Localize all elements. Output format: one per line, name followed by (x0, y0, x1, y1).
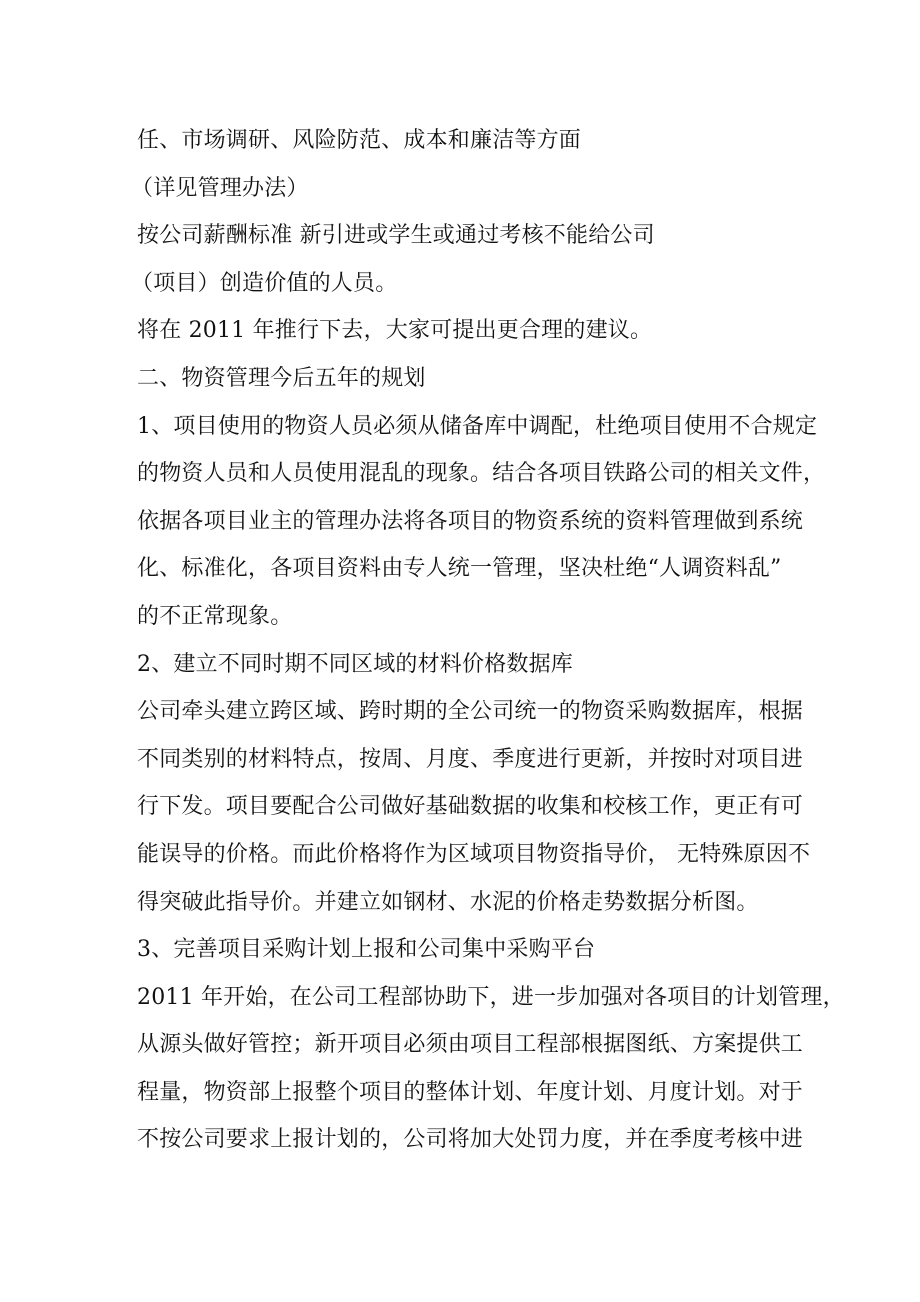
text-line-4: （项目）创造价值的人员。 (131, 270, 398, 296)
text-line-5: 将在 2011 年推行下去，大家可提出更合理的建议。 (137, 318, 653, 344)
text-line-11: 的不正常现象。 (137, 603, 293, 629)
text-line-7: 1、项目使用的物资人员必须从储备库中调配，杜绝项目使用不合规定 (137, 413, 818, 439)
document-body (131, 117, 845, 1164)
subheading-3: 3、完善项目采购计划上报和公司集中采购平台 (137, 937, 596, 963)
text-line-13: 公司牵头建立跨区域、跨时期的全公司统一的物资采购数据库，根据 (137, 699, 804, 725)
text-line-19: 2011 年开始，在公司工程部协助下，进一步加强对各项目的计划管理， (137, 984, 845, 1010)
text-line-8: 的物资人员和人员使用混乱的现象。结合各项目铁路公司的相关文件， (137, 461, 826, 487)
text-line-17: 得突破此指导价。并建立如钢材、水泥的价格走势数据分析图。 (137, 889, 759, 915)
text-line-15: 行下发。项目要配合公司做好基础数据的收集和校核工作，更正有可 (137, 794, 804, 820)
subheading-2: 2、建立不同时期不同区域的材料价格数据库 (137, 651, 573, 677)
section-heading-2: 二、物资管理今后五年的规划 (137, 365, 426, 391)
text-line-21: 程量，物资部上报整个项目的整体计划、年度计划、月度计划。对于 (137, 1079, 804, 1105)
text-line-3: 按公司薪酬标准 新引进或学生或通过考核不能给公司 (137, 223, 655, 249)
text-line-10: 化、标准化，各项目资料由专人统一管理，坚决杜绝“人调资料乱” (137, 556, 782, 582)
text-line-14: 不同类别的材料特点，按周、月度、季度进行更新，并按时对项目进 (137, 746, 804, 772)
text-line-2: （详见管理办法） (131, 175, 309, 201)
text-line-20: 从源头做好管控；新开项目必须由项目工程部根据图纸、方案提供工 (137, 1032, 804, 1058)
text-line-9: 依据各项目业主的管理办法将各项目的物资系统的资料管理做到系统 (137, 508, 804, 534)
text-line-1: 任、市场调研、风险防范、成本和廉洁等方面 (137, 128, 582, 153)
text-line-22: 不按公司要求上报计划的，公司将加大处罚力度，并在季度考核中进 (137, 1127, 804, 1153)
text-line-16: 能误导的价格。而此价格将作为区域项目物资指导价， 无特殊原因不 (137, 841, 811, 867)
